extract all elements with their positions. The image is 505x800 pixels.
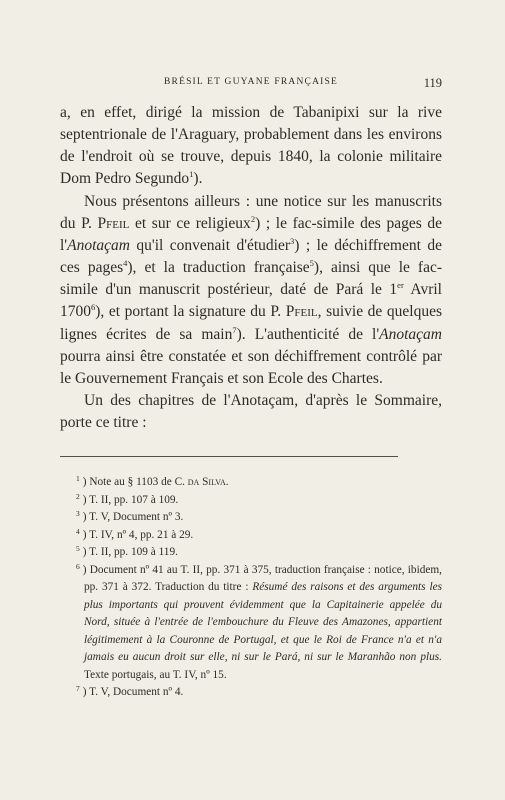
paragraph-1 xyxy=(60,102,442,191)
footnote-1 xyxy=(60,474,442,492)
text-run: ) T. IV, nº 4, pp. 21 à 29. xyxy=(82,528,194,541)
work-title: Anotaçam xyxy=(67,236,130,254)
text-run: ) Document nº 41 au T. II, pp. 371 à 375, traduction française : notice, ibidem, pp. 371 à 372. Traduction du titre : xyxy=(82,563,442,593)
footnote-mark: 1 xyxy=(76,474,80,483)
text-run: ) T. V, Document nº 4. xyxy=(82,686,184,698)
footnote-ref-3: 3 xyxy=(290,235,295,246)
footnote-3 xyxy=(60,509,442,527)
text-run: ) Note au § 1103 de C. xyxy=(82,476,188,488)
footnote-ref-1: 1 xyxy=(189,169,194,180)
footnotes xyxy=(60,474,442,702)
text-run: , suivie de quelques lignes écrites de sa main xyxy=(60,303,442,343)
footnote-7 xyxy=(60,684,442,702)
running-title: BRÉSIL ET GUYANE FRANÇAISE xyxy=(164,77,338,87)
text-run: ), et portant la signature du P. xyxy=(95,303,286,321)
text-run: ), et la traduction française xyxy=(127,259,310,277)
footnote-ref-6: 6 xyxy=(91,302,96,313)
text-run: Avril 1700 xyxy=(60,281,442,321)
text-run: ) ; le fac-simile des pages de l' xyxy=(60,214,442,254)
text-run: a, en effet, dirigé la mission de Tabanipixi sur la rive septentrionale de l'Araguary, probablement dans les environs de l'endroit où se trouve, depuis 1840, la colonie militaire Dom Pedro Segundo xyxy=(60,104,442,188)
translated-title: Résumé des raisons et des arguments les plus importants qui prouvent évidemment que la Capitainerie appelée du Nord, située à l'entrée de l'embouchure du Fleuve des Amazones, appartient légitimement à la Couronne de Portugal, et que le Roi de France n'a et n'a jamais eu aucun droit sur elle, ni sur le Pará, ni sur le Maranhão non plus. xyxy=(84,581,442,663)
text-run: pourra ainsi être constatée et son déchiffrement contrôlé par le Gouvernement Français et son Ecole des Chartes. xyxy=(60,347,442,387)
footnote-mark: 6 xyxy=(76,561,80,571)
text-run: et sur ce religieux xyxy=(129,214,251,232)
text-run: ), ainsi que le fac-simile d'un manuscrit postérieur, daté de Pará le 1 xyxy=(60,259,442,299)
footnote-mark: 2 xyxy=(76,491,80,501)
ordinal-suffix: er xyxy=(397,280,404,291)
footnote-5 xyxy=(60,544,442,562)
text-run: ) T. II, pp. 107 à 109. xyxy=(82,493,179,506)
footnote-mark: 5 xyxy=(76,544,80,553)
footnote-ref-7: 7 xyxy=(232,324,237,335)
footnote-6 xyxy=(60,562,442,685)
footnote-separator xyxy=(60,456,398,457)
paragraph-3: Un des chapitres de l'Anotaçam, d'après le Sommaire, porte ce titre : xyxy=(60,392,442,432)
footnote-4 xyxy=(60,527,442,545)
text-run: qu'il convenait d'étudier xyxy=(129,236,291,254)
author-name: Pfeil xyxy=(97,214,130,232)
footnote-mark: 4 xyxy=(76,526,80,536)
text-run: ) T. II, pp. 109 à 119. xyxy=(82,546,178,558)
text-run: Texte portugais, au T. IV, nº 15. xyxy=(84,668,227,681)
author-name: Pfeil xyxy=(285,303,318,321)
footnote-mark: 7 xyxy=(76,684,80,693)
author-name: da Silva xyxy=(187,476,226,488)
text-run: Nous présentons ailleurs : une notice sur les manuscrits du P. xyxy=(60,192,442,232)
footnote-ref-5: 5 xyxy=(309,258,314,269)
footnote-ref-4: 4 xyxy=(123,258,128,269)
page-header xyxy=(60,77,442,93)
footnote-mark: 3 xyxy=(76,509,80,518)
body-text xyxy=(60,102,442,434)
text-run: ) ; le déchiffrement de ces pages xyxy=(60,236,442,277)
text-run: ). L'authenticité de l' xyxy=(236,325,380,343)
text-run: . xyxy=(225,476,229,488)
work-title: Anotaçam xyxy=(379,325,442,343)
paragraph-2 xyxy=(60,191,442,390)
footnote-ref-2: 2 xyxy=(250,213,256,224)
text-run: ) T. V, Document nº 3. xyxy=(82,511,184,523)
footnote-2 xyxy=(60,492,442,510)
page-number: 119 xyxy=(423,76,442,90)
text-run: ). xyxy=(193,170,203,188)
